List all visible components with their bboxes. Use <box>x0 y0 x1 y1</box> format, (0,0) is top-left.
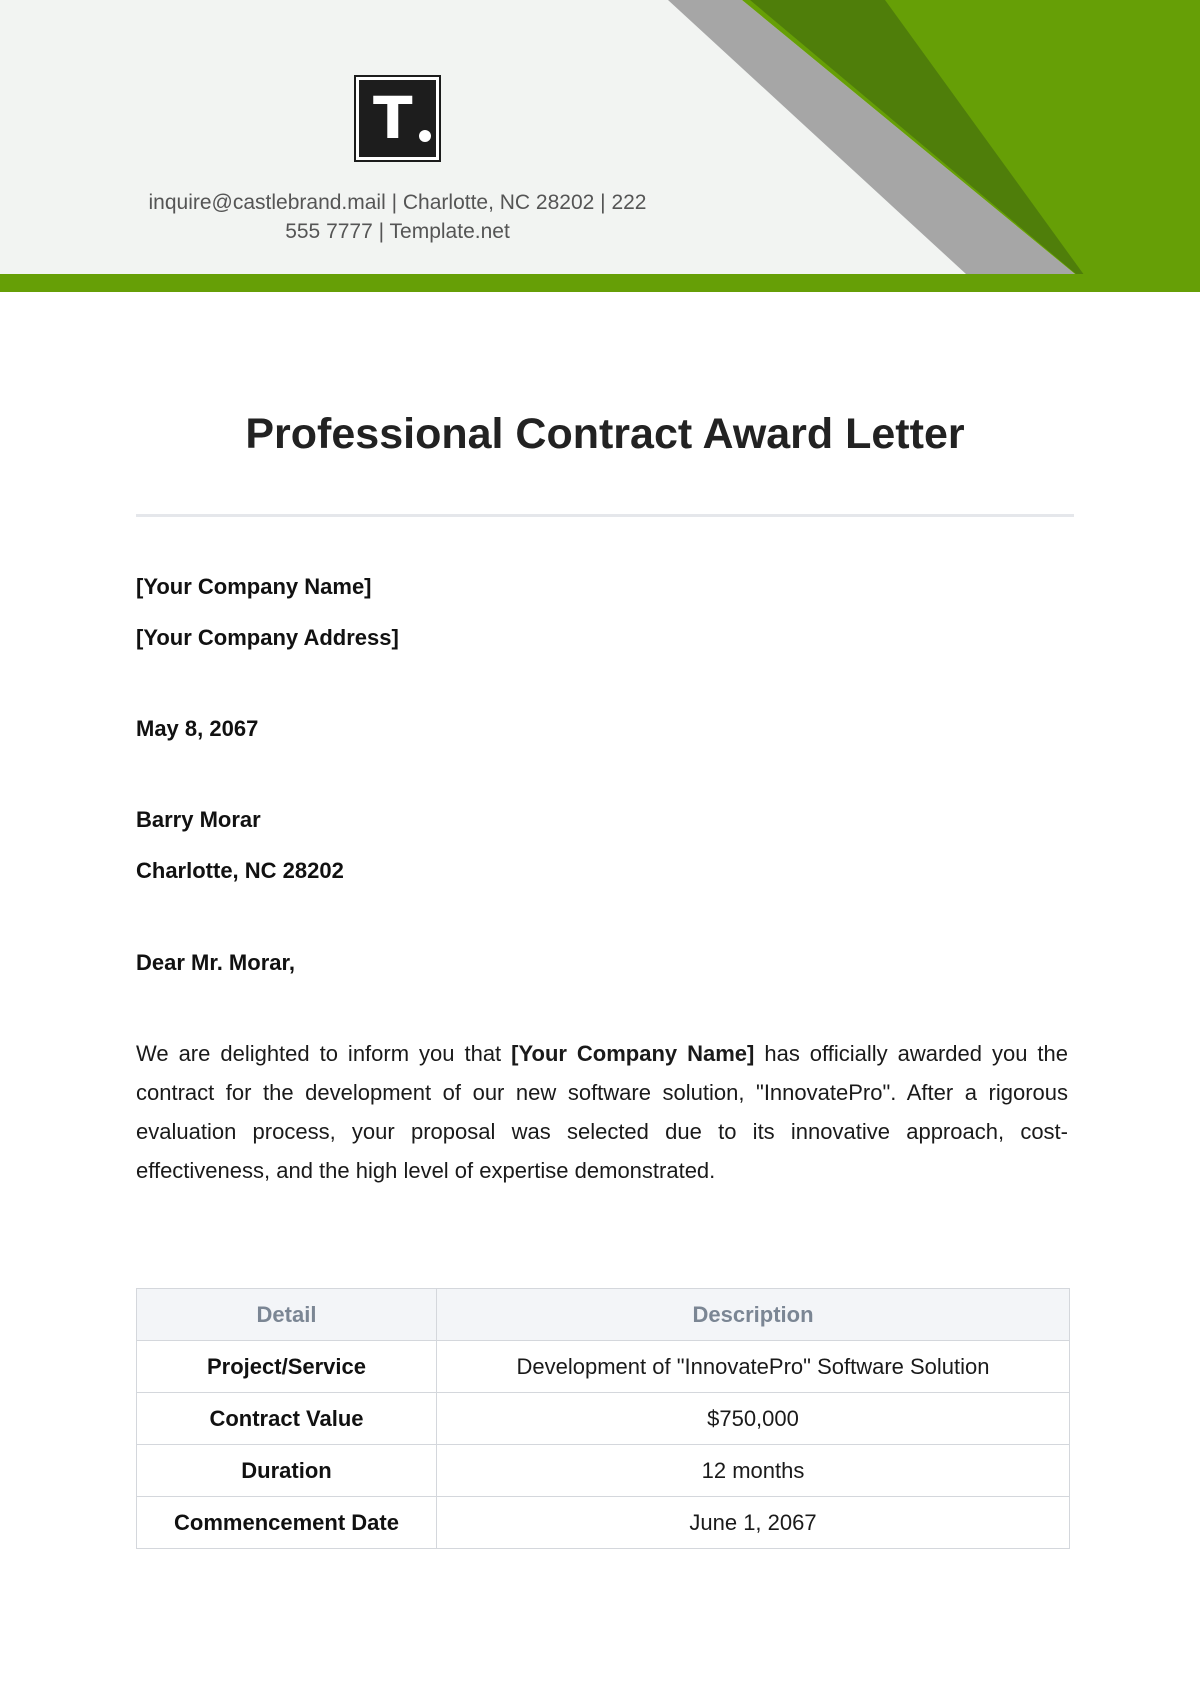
body-text-end: has officially awarded you the contract for the development of our new software solution, "InnovatePro". After a rigorous evaluation process, your proposal was selected due to its innovative approach, cost-effectiveness, and the high level of expertise demonstrated. <box>136 1041 1068 1183</box>
salutation: Dear Mr. Morar, <box>136 950 295 975</box>
recipient-city: Charlotte, NC 28202 <box>136 858 344 883</box>
detail-cell: Contract Value <box>137 1393 437 1445</box>
body-text-start: We are delighted to inform you that <box>136 1041 512 1066</box>
detail-cell: Commencement Date <box>137 1497 437 1549</box>
contact-info <box>100 188 695 246</box>
sender-company-name: [Your Company Name] <box>136 574 372 599</box>
green-band <box>0 274 1200 292</box>
recipient-name: Barry Morar <box>136 807 261 832</box>
table-row <box>137 1393 1070 1445</box>
description-cell: Development of "InnovatePro" Software Solution <box>437 1341 1070 1393</box>
description-cell: 12 months <box>437 1445 1070 1497</box>
logo-mark <box>359 80 436 157</box>
body-company-name: [Your Company Name] <box>511 1041 755 1066</box>
column-header-detail: Detail <box>137 1289 437 1341</box>
body-paragraph <box>136 1034 1068 1190</box>
company-logo <box>354 75 441 162</box>
table-row <box>137 1341 1070 1393</box>
table-row <box>137 1445 1070 1497</box>
contact-line-2: 555 7777 | Template.net <box>285 220 510 243</box>
letter-date: May 8, 2067 <box>136 716 259 741</box>
logo-dot <box>419 130 431 142</box>
letterhead <box>0 0 1200 292</box>
document-title: Professional Contract Award Letter <box>245 410 965 458</box>
column-header-description: Description <box>437 1289 1070 1341</box>
title-divider <box>136 514 1074 517</box>
decorative-green-shapes <box>0 0 1200 292</box>
table-row <box>137 1497 1070 1549</box>
detail-cell: Project/Service <box>137 1341 437 1393</box>
detail-cell: Duration <box>137 1445 437 1497</box>
logo-letter: T <box>373 84 413 152</box>
table-header-row <box>137 1289 1070 1341</box>
description-cell: $750,000 <box>437 1393 1070 1445</box>
description-cell: June 1, 2067 <box>437 1497 1070 1549</box>
sender-company-address: [Your Company Address] <box>136 625 399 650</box>
contract-details-table <box>136 1288 1070 1549</box>
contact-line-1: inquire@castlebrand.mail | Charlotte, NC 28202 | 222 <box>148 191 647 214</box>
